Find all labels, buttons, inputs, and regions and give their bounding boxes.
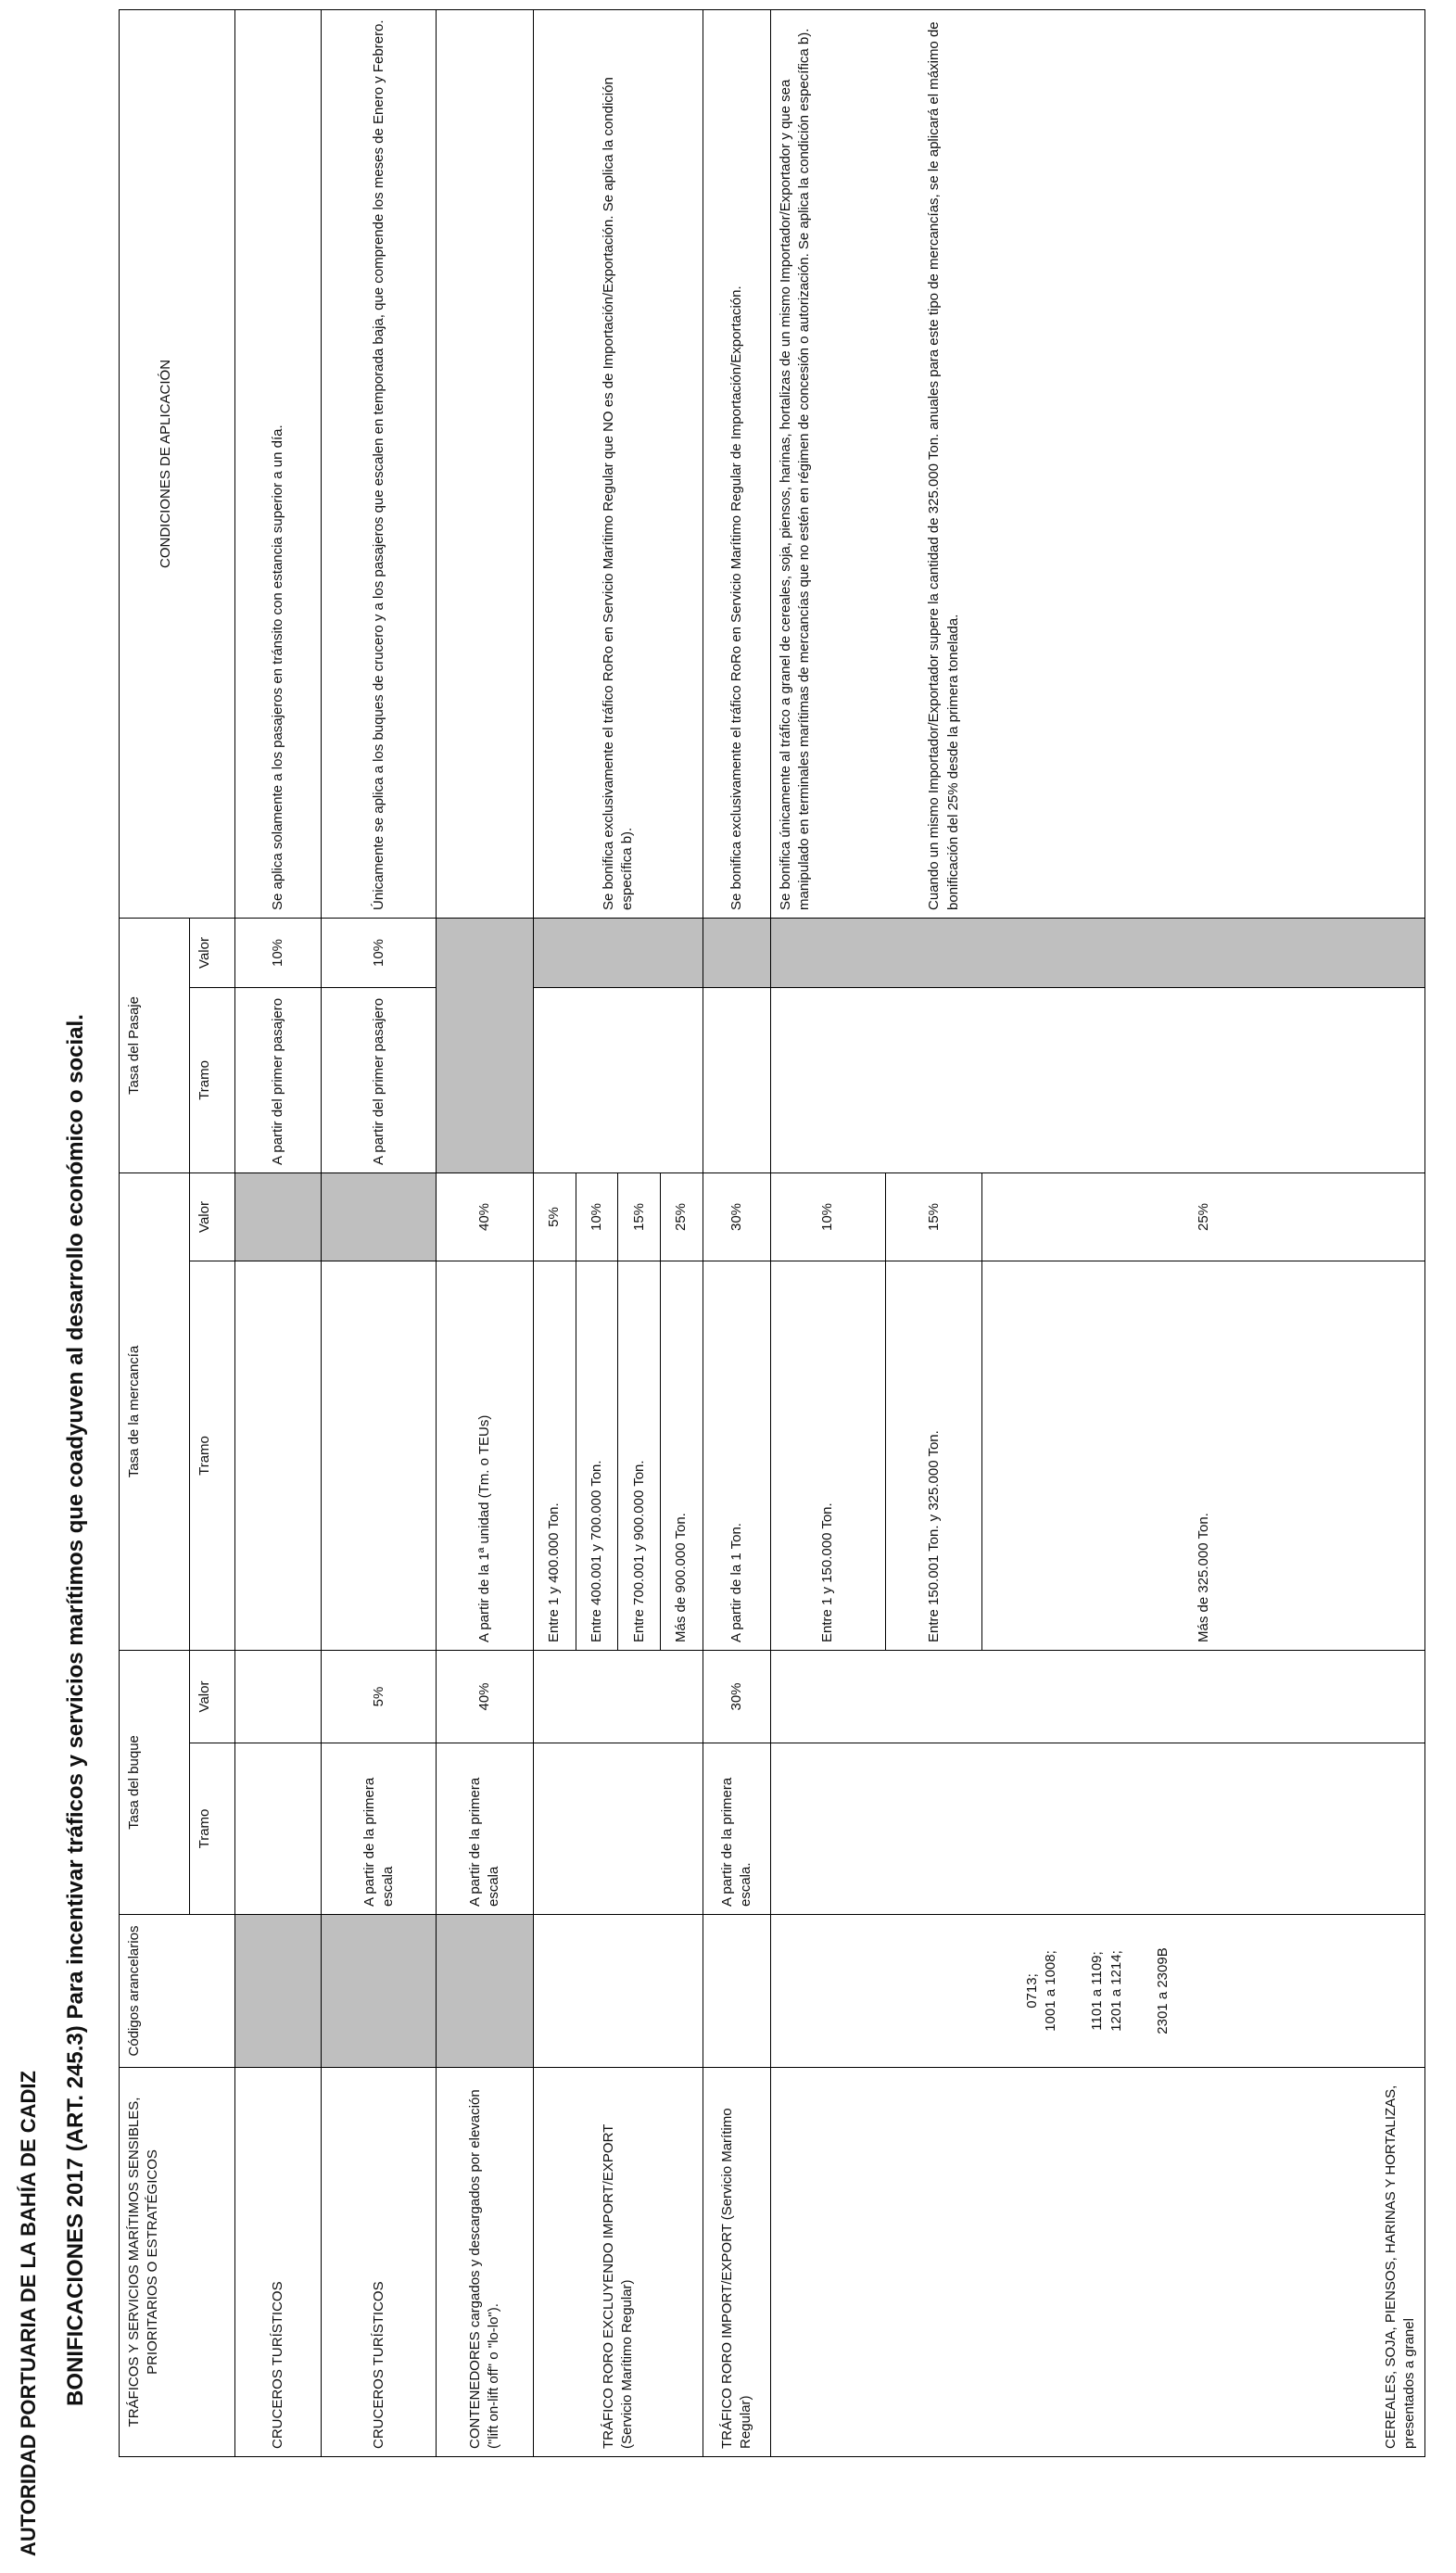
mercancia-tramo-cell: Entre 1 y 150.000 Ton. [770,1261,885,1651]
header-buque-valor: Valor [190,1651,235,1743]
condiciones-cell [770,9,1424,918]
codigos-cell [703,1915,770,2068]
table-row [703,9,770,2456]
header-tasa-mercancia: Tasa de la mercancía [120,1172,190,1650]
header-codigos: Códigos arancelarios [120,1915,235,2068]
trafico-cell: CRUCEROS TURÍSTICOS [234,2068,321,2457]
pasaje-valor-cell: 10% [234,918,321,987]
buque-valor-cell [234,1651,321,1743]
mercancia-tramo-cell: Entre 150.001 Ton. y 325.000 Ton. [885,1261,982,1651]
header-trafico: TRÁFICOS Y SERVICIOS MARÍTIMOS SENSIBLES, PRIORITARIOS O ESTRATÉGICOS [120,2068,235,2457]
pasaje-tramo-cell [770,987,1424,1172]
table-row [322,9,437,2456]
mercancia-valor-cell: 5% [533,1172,576,1261]
buque-valor-cell [770,1651,1424,1743]
codigo-item: 0713; [1023,1973,1040,2009]
condiciones-cell: Se bonifica exclusivamente el tráfico RoRo en Servicio Marítimo Regular que NO es de Importación/Exportación. Se aplica la condición específica b). [533,9,703,918]
codigo-item: 1101 a 1109; [1089,1951,1106,2031]
bonificaciones-table [119,9,1425,2457]
mercancia-tramo-cell [234,1261,321,1651]
mercancia-tramo-cell: Entre 1 y 400.000 Ton. [533,1261,576,1651]
mercancia-tramo-cell: Entre 400.001 y 700.000 Ton. [576,1261,618,1651]
buque-valor-cell: 40% [437,1651,534,1743]
condiciones-text: Cuando un mismo Importador/Exportador supere la cantidad de 325.000 Ton. anuales para este tipo de mercancías, se le aplicará el máximo de bonificación del 25% desde la primera tonelada. [926,21,961,910]
buque-valor-cell: 5% [322,1651,437,1743]
pasaje-cell [437,918,534,1172]
buque-valor-cell: 30% [703,1651,770,1743]
codigo-item: 1001 a 1008; [1043,1950,1059,2032]
pasaje-valor-cell [703,918,770,987]
pasaje-tramo-cell: A partir del primer pasajero [234,987,321,1172]
pasaje-valor-cell [533,918,703,987]
buque-valor-cell [533,1651,703,1743]
header-pasaje-tramo: Tramo [190,987,235,1172]
codigos-cell [533,1915,703,2068]
mercancia-valor-cell: 15% [885,1172,982,1261]
mercancia-tramo-cell: Entre 700.001 y 900.000 Ton. [618,1261,661,1651]
pasaje-tramo-cell [703,987,770,1172]
mercancia-valor-cell: 10% [770,1172,885,1261]
codigos-cell [437,1915,534,2068]
mercancia-tramo-cell: Más de 325.000 Ton. [982,1261,1425,1651]
pasaje-tramo-cell [533,987,703,1172]
mercancia-valor-cell: 25% [661,1172,703,1261]
header-row-1 [120,9,190,2456]
mercancia-valor-cell [234,1172,321,1261]
condiciones-cell: Se bonifica exclusivamente el tráfico RoRo en Servicio Marítimo Regular de Importación/Exportación. [703,9,770,918]
codigos-cell [234,1915,321,2068]
header-buque-tramo: Tramo [190,1743,235,1915]
mercancia-valor-cell: 15% [618,1172,661,1261]
buque-tramo-cell [533,1743,703,1915]
mercancia-valor-cell: 10% [576,1172,618,1261]
mercancia-tramo-cell: Más de 900.000 Ton. [661,1261,703,1651]
buque-tramo-cell [770,1743,1424,1915]
document-title: BONIFICACIONES 2017 (ART. 245.3) Para incentivar tráficos y servicios marítimos que coadyuven al desarrollo económico o social. [63,1014,88,2406]
table-row [234,9,321,2456]
codigo-item: 1201 a 1214; [1108,1950,1124,2032]
organization-name: AUTORIDAD PORTUARIA DE LA BAHÍA DE CADIZ [17,2071,40,2556]
mercancia-tramo-cell [322,1261,437,1651]
condiciones-text: Se bonifica únicamente al tráfico a granel de cereales, soja, piensos, harinas, hortalizas de un mismo Importador/Exportador y que sea manipulado en terminales marítimas de mercancías que no estén en régimen de concesión o autorización. Se aplica la condición específica b). [777,28,813,910]
buque-tramo-cell: A partir de la primera escala [437,1743,534,1915]
mercancia-valor-cell: 40% [437,1172,534,1261]
buque-tramo-cell: A partir de la primera escala. [703,1743,770,1915]
buque-tramo-cell [234,1743,321,1915]
condiciones-cell: Se aplica solamente a los pasajeros en tránsito con estancia superior a un día. [234,9,321,918]
pasaje-valor-cell [770,918,1424,987]
header-pasaje-valor: Valor [190,918,235,987]
codigos-cell [322,1915,437,2068]
header-tasa-pasaje: Tasa del Pasaje [120,918,190,1172]
condiciones-cell: Únicamente se aplica a los buques de crucero y a los pasajeros que escalen en temporada baja, que comprende los meses de Enero y Febrero. [322,9,437,918]
header-tasa-buque: Tasa del buque [120,1651,190,1915]
table-row [437,9,534,2456]
mercancia-tramo-cell: A partir de la 1ª unidad (Tm. o TEUs) [437,1261,534,1651]
mercancia-valor-cell [322,1172,437,1261]
codigos-cell [770,1915,1424,2068]
pasaje-valor-cell: 10% [322,918,437,987]
header-mercancia-tramo: Tramo [190,1261,235,1651]
mercancia-valor-cell: 30% [703,1172,770,1261]
trafico-cell: TRÁFICO RORO IMPORT/EXPORT (Servicio Marítimo Regular) [703,2068,770,2457]
mercancia-tramo-cell: A partir de la 1 Ton. [703,1261,770,1651]
trafico-cell: TRÁFICO RORO EXCLUYENDO IMPORT/EXPORT (Servicio Marítimo Regular) [533,2068,703,2457]
trafico-cell: CEREALES, SOJA, PIENSOS, HARINAS Y HORTALIZAS, presentados a granel [770,2068,1424,2457]
trafico-cell: CRUCEROS TURÍSTICOS [322,2068,437,2457]
trafico-cell: CONTENEDORES cargados y descargados por elevación ("lift on-lift off" o "lo-lo"). [437,2068,534,2457]
condiciones-cell [437,9,534,918]
buque-tramo-cell: A partir de la primera escala [322,1743,437,1915]
header-condiciones: CONDICIONES DE APLICACIÓN [120,9,235,918]
pasaje-tramo-cell: A partir del primer pasajero [322,987,437,1172]
header-mercancia-valor: Valor [190,1172,235,1261]
table-row [770,9,885,2456]
mercancia-valor-cell: 25% [982,1172,1425,1261]
codigo-item: 2301 a 2309B [1154,1947,1171,2034]
table-row [533,9,576,2456]
